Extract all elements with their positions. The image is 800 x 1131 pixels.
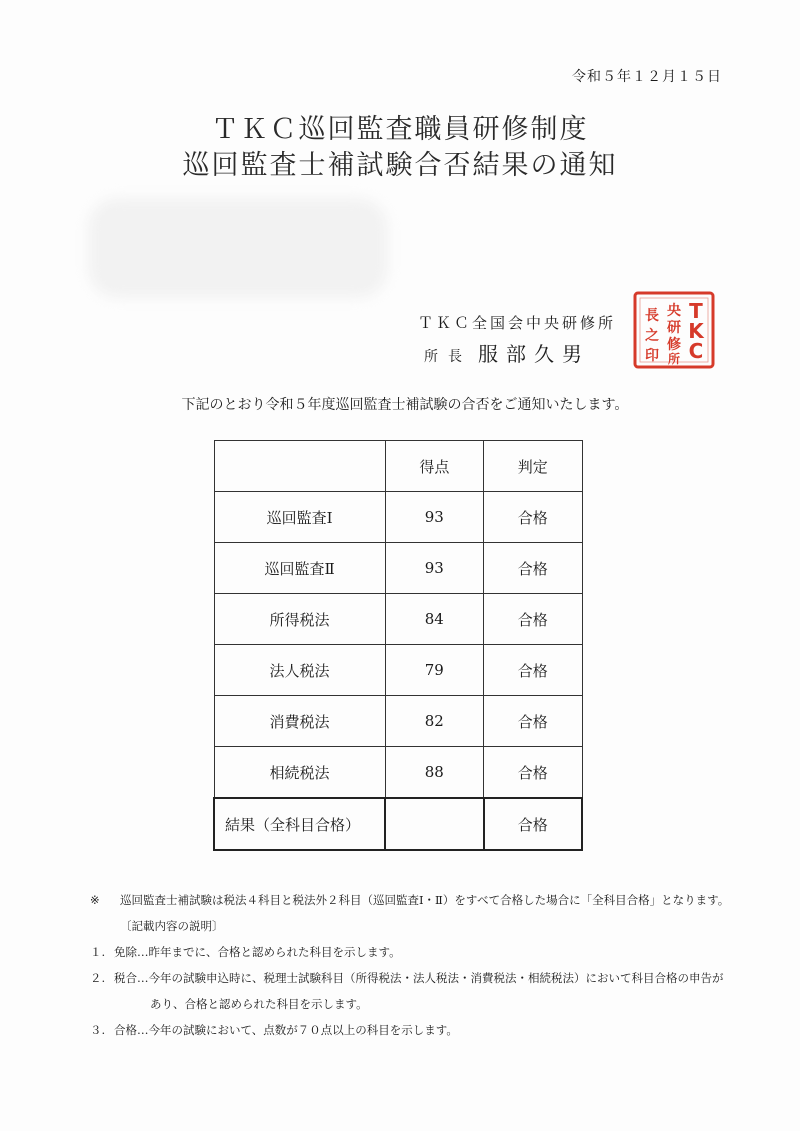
asterisk-text: 巡回監査士補試験は税法４科目と税法外２科目（巡回監査Ⅰ・Ⅱ）をすべて合格した場合に「全科目合格」となります。 <box>120 893 730 907</box>
note-text: あり、合格と認められた科目を示します。 <box>150 997 368 1011</box>
result-cell: 合格 <box>484 645 582 696</box>
director-name: 服部久男 <box>478 342 590 366</box>
issuer-director <box>424 338 590 367</box>
svg-text:C: C <box>688 339 704 363</box>
subject-cell: 巡回監査Ⅱ <box>214 543 385 594</box>
note-item <box>90 1018 760 1042</box>
svg-text:長: 長 <box>645 308 659 324</box>
result-cell: 合格 <box>484 492 582 543</box>
subject-cell: 相続税法 <box>214 747 385 799</box>
header-score: 得点 <box>385 441 483 492</box>
score-cell: 88 <box>385 747 483 799</box>
result-cell: 合格 <box>484 594 582 645</box>
score-cell: 79 <box>385 645 483 696</box>
summary-label: 結果（全科目合格） <box>214 798 385 850</box>
score-cell: 93 <box>385 492 483 543</box>
header-subject <box>214 441 385 492</box>
results-table <box>213 440 583 851</box>
issuer-organization: ＴＫＣ全国会中央研修所 <box>418 314 617 332</box>
redacted-recipient <box>88 198 388 298</box>
document-title <box>0 112 800 184</box>
subject-cell: 法人税法 <box>214 645 385 696</box>
svg-text:所: 所 <box>667 352 681 366</box>
score-cell: 84 <box>385 594 483 645</box>
notes-heading-text: 〔記載内容の説明〕 <box>120 919 224 933</box>
subject-cell: 巡回監査Ⅰ <box>214 492 385 543</box>
intro-text: 下記のとおり令和５年度巡回監査士補試験の合否をご通知いたします。 <box>181 397 629 413</box>
summary-result: 合格 <box>484 798 582 850</box>
table-row <box>214 594 582 645</box>
table-row <box>214 543 582 594</box>
svg-text:T: T <box>689 299 703 323</box>
note-number: ３. <box>90 1023 106 1037</box>
director-role: 所長 <box>424 349 472 365</box>
title-line-1: ＴＫＣ巡回監査職員研修制度 <box>211 114 589 145</box>
svg-text:之: 之 <box>645 328 659 344</box>
table-row <box>214 645 582 696</box>
svg-text:K: K <box>688 319 704 343</box>
note-text: 免除…昨年までに、合格と認められた科目を示します。 <box>114 945 401 959</box>
svg-text:修: 修 <box>667 337 681 353</box>
summary-row <box>214 798 582 850</box>
table-header-row <box>214 441 582 492</box>
notes-heading <box>90 914 760 938</box>
result-cell: 合格 <box>484 696 582 747</box>
official-seal-stamp <box>632 290 716 370</box>
table-row <box>214 747 582 799</box>
score-cell: 82 <box>385 696 483 747</box>
note-text: 合格…今年の試験において、点数が７０点以上の科目を示します。 <box>114 1023 458 1037</box>
result-cell: 合格 <box>484 543 582 594</box>
note-item <box>90 966 760 990</box>
title-line-2: 巡回監査士補試験合否結果の通知 <box>182 150 618 181</box>
note-number: １. <box>90 945 106 959</box>
note-number: ２. <box>90 971 106 985</box>
svg-text:印: 印 <box>645 348 659 364</box>
table-row <box>214 492 582 543</box>
table-row <box>214 696 582 747</box>
issue-date: 令和５年１２月１５日 <box>572 69 722 85</box>
subject-cell: 所得税法 <box>214 594 385 645</box>
notes-section <box>90 888 760 1042</box>
subject-cell: 消費税法 <box>214 696 385 747</box>
asterisk-mark: ※ <box>90 893 100 907</box>
note-text: 税合…今年の試験申込時に、税理士試験科目（所得税法・法人税法・消費税法・相続税法）において科目合格の申告が <box>114 971 724 985</box>
summary-score <box>385 798 483 850</box>
asterisk-note <box>90 888 760 912</box>
result-cell: 合格 <box>484 747 582 799</box>
score-cell: 93 <box>385 543 483 594</box>
svg-text:央: 央 <box>667 303 681 319</box>
note-item <box>90 940 760 964</box>
svg-text:研: 研 <box>667 320 681 336</box>
note-item-continued <box>90 992 760 1016</box>
header-result: 判定 <box>484 441 582 492</box>
